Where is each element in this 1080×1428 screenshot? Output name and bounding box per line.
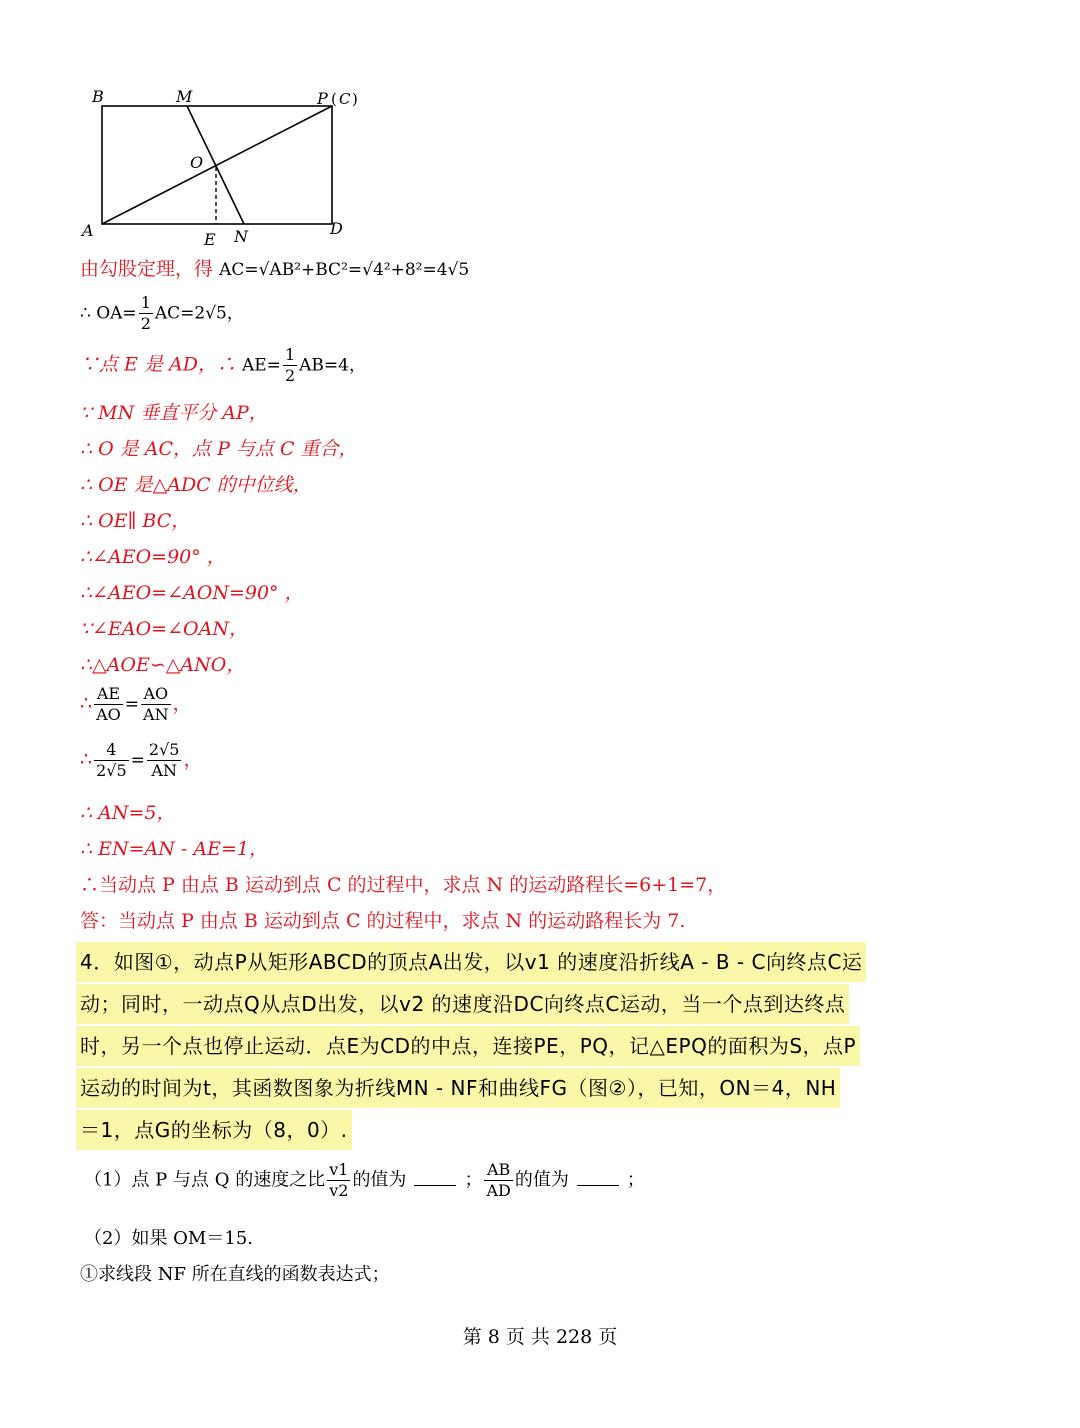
equals-sign: = [130,750,145,771]
solution-line-2 [80,293,244,334]
label-o: O [190,153,204,172]
fraction-numerator: 1 [140,293,151,312]
fraction-denominator: v2 [329,1181,349,1200]
fraction-numerator: AB [484,1160,512,1181]
fraction-denominator: AO [96,705,121,724]
solution-line-16: ∴当动点 P 由点 B 运动到点 C 的过程中，求点 N 的运动路程长=6+1=7， [80,874,727,896]
question-1-end: ； [626,1169,645,1191]
page-footer: 第 8 页 共 228 页 [462,1326,618,1348]
fraction-numerator: AO [141,684,171,705]
question-2-part-1: ①求线段 NF 所在直线的函数表达式； [80,1264,390,1285]
question-1-value-label-2: 的值为 [514,1169,569,1191]
solution-line-15: ∴ EN=AN - AE=1， [80,838,268,860]
fraction-half-1 [139,293,153,334]
solution-line-1 [80,254,469,281]
fraction-denominator: 2 [284,366,296,385]
fraction-numerator: 1 [284,345,296,364]
problem-line-5: ＝1，点G的坐标为（8，0）. [76,1110,352,1150]
equals-sign: = [124,694,140,715]
fraction-v1-v2 [327,1160,350,1201]
solution-line-1-text: 由勾股定理，得 [80,258,214,280]
fraction-ae-ao [94,684,123,725]
problem-statement [76,942,1006,1152]
diagonal-ac [102,106,332,224]
problem-line-4: 运动的时间为t，其函数图象为折线MN - NF和曲线FG（图②），已知，ON＝4，NH [76,1068,840,1108]
fraction-denominator: AD [486,1181,511,1200]
question-1-text: （1）点 P 与点 Q 的速度之比 [84,1169,326,1191]
problem-line-1: 4．如图①，动点P从矩形ABCD的顶点A出发，以v1 的速度沿折线A - B - C向终点C运 [76,942,866,982]
label-e: E [204,230,216,249]
solution-line-10: ∵∠EAO=∠OAN， [80,618,248,640]
therefore-symbol: ∴ [80,748,93,771]
fraction-numerator: 2√5 [148,740,180,759]
solution-line-2-post: AC=2√5， [154,303,244,324]
fraction-denominator: AN [143,705,169,724]
rectangle-figure [76,84,396,254]
comma: ， [172,692,192,715]
label-c: C [339,90,351,108]
solution-line-12 [80,684,192,725]
fraction-denominator: 2√5 [96,761,127,780]
solution-line-17-answer: 答：当动点 P 由点 B 运动到点 C 的过程中，求点 N 的运动路程长为 7. [80,910,686,932]
question-1-value-label: 的值为 [352,1169,407,1191]
fraction-denominator: 2 [140,314,151,333]
fraction-denominator: AN [151,761,177,780]
question-1 [84,1160,645,1201]
solution-line-8: ∴∠AEO=90° ， [80,546,226,568]
label-b: B [92,87,104,106]
fraction-ab-ad [484,1160,512,1201]
solution-line-13 [80,740,202,781]
label-n: N [234,227,248,246]
fraction-half-2 [283,345,297,386]
label-a: A [82,221,94,240]
comma: ， [183,748,203,771]
label-c-paren-close: ) [352,90,358,108]
fraction-numerator: AE [94,684,123,705]
solution-line-4: ∵ MN 垂直平分 AP， [80,402,268,424]
solution-line-5: ∴ O 是 AC，点 P 与点 C 重合， [80,438,358,460]
fraction-ao-an [141,684,171,725]
solution-line-1-math: AC=√AB²+BC²=√4²+8²=4√5 [219,260,470,280]
solution-line-9: ∴∠AEO=∠AON=90° ， [80,582,304,604]
solution-line-3 [80,345,366,386]
answer-blank-2[interactable] [577,1171,619,1186]
label-m: M [176,87,193,106]
solution-line-3-text: ∵点 E 是 AD，∴ [80,353,236,376]
problem-line-3: 时，另一个点也停止运动．点E为CD的中点，连接PE，PQ，记△EPQ的面积为S，点P [76,1026,860,1066]
solution-line-7: ∴ OE∥ BC， [80,510,191,532]
question-2: （2）如果 OM＝15. [84,1228,253,1249]
label-c-paren-open: ( [331,90,337,108]
question-1-separator: ； [464,1169,483,1191]
fraction-4-2root5 [94,740,129,781]
problem-line-2: 动；同时，一动点Q从点D出发，以v2 的速度沿DC向终点C运动，当一个点到达终点 [76,984,849,1024]
solution-line-6: ∴ OE 是△ADC 的中位线， [80,474,312,496]
solution-line-2-pre: ∴ OA= [80,303,137,324]
solution-line-3-pre: AE= [242,355,281,376]
fraction-2root5-an [147,740,182,781]
fraction-numerator: v1 [329,1160,349,1179]
therefore-symbol: ∴ [80,692,93,715]
label-p: P [317,89,328,108]
solution-line-3-post: AB=4， [299,355,366,376]
label-d: D [330,219,343,238]
answer-blank-1[interactable] [414,1171,456,1186]
solution-line-14: ∴ AN=5， [80,802,176,824]
fraction-numerator: 4 [94,740,129,761]
solution-line-11: ∴△AOE∽△ANO， [80,654,246,676]
